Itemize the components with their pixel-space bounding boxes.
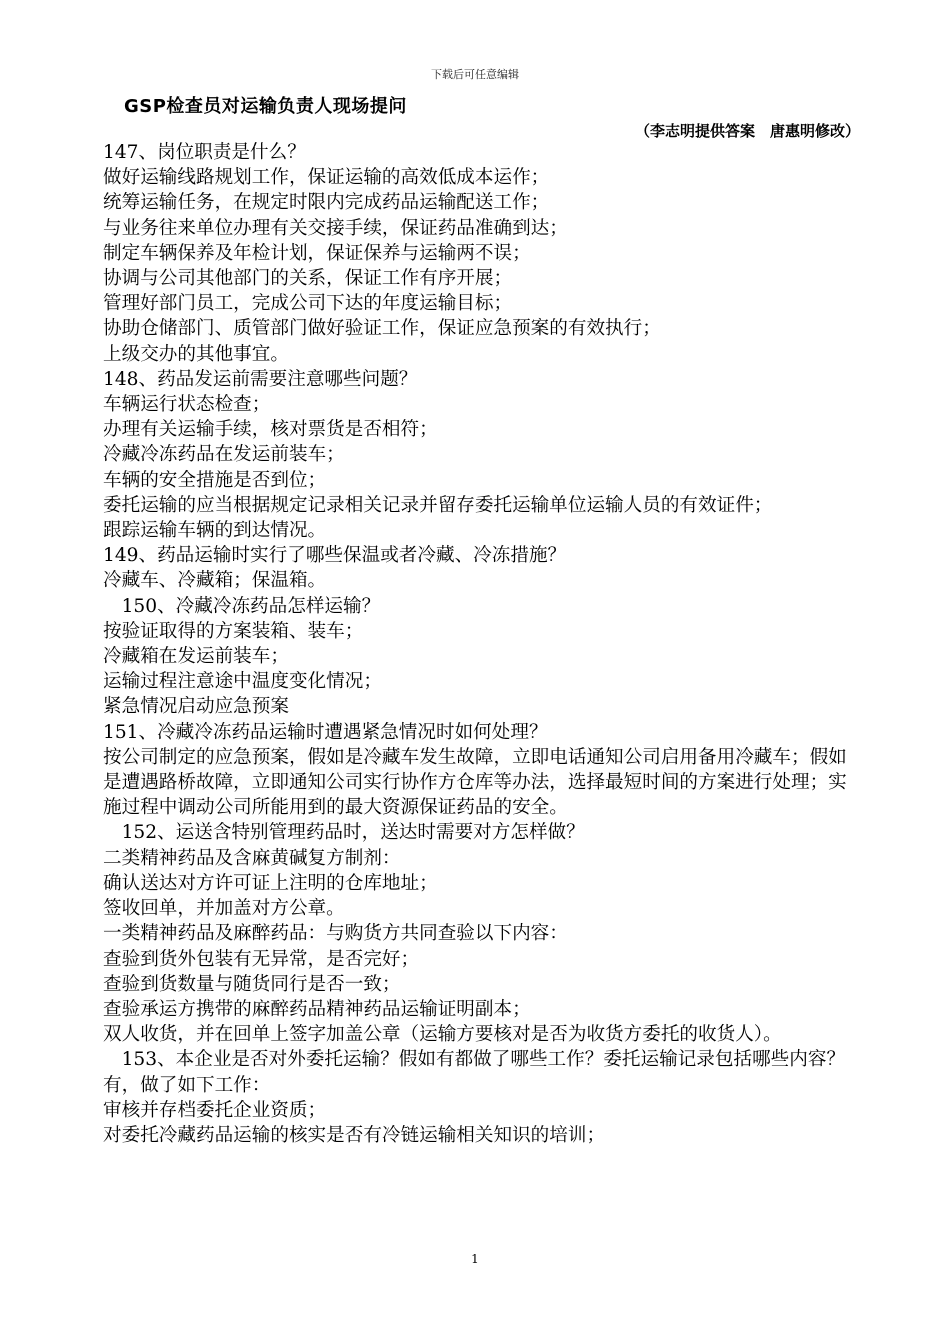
line: 查验到货数量与随货同行是否一致； (103, 973, 401, 995)
line: 查验到货外包装有无异常，是否完好； (103, 948, 420, 970)
line-q153: 153、本企业是否对外委托运输？假如有都做了哪些工作？委托运输记录包括哪些内容？ (103, 1049, 846, 1071)
line: 协调与公司其他部门的关系，保证工作有序开展； (103, 268, 513, 290)
line: 对委托冷藏药品运输的核实是否有冷链运输相关知识的培训； (103, 1124, 606, 1146)
line: 按验证取得的方案装箱、装车； (103, 620, 364, 642)
line: 二类精神药品及含麻黄碱复方制剂： (103, 847, 401, 869)
document-title: GSP检查员对运输负责人现场提问 (124, 96, 407, 117)
line: 办理有关运输手续，核对票货是否相符； (103, 419, 438, 441)
line: 双人收货，并在回单上签字加盖公章（运输方要核对是否为收货方委托的收货人）。 (103, 1024, 782, 1046)
line: 签收回单，并加盖对方公章。 (103, 898, 345, 920)
line: 委托运输的应当根据规定记录相关记录并留存委托运输单位运输人员的有效证件； (103, 494, 773, 516)
line: 冷藏箱在发运前装车； (103, 646, 289, 668)
line: 审核并存档委托企业资质； (103, 1099, 327, 1121)
page-number: 1 (471, 1252, 479, 1266)
line-q150: 150、冷藏冷冻药品怎样运输？ (103, 595, 381, 617)
line: 按公司制定的应急预案，假如是冷藏车发生故障，立即电话通知公司启用备用冷藏车；假如是遭遇路桥故障，立即通知公司实行协作方仓库等办法，选择最短时间的方案进行处理；实施过程中调动公司所能用到的最大资源保证药品的安全。 (103, 746, 847, 819)
line: 有，做了如下工作： (103, 1074, 271, 1096)
header-note: 下载后可任意编辑 (431, 68, 519, 81)
line: 管理好部门员工，完成公司下达的年度运输目标； (103, 293, 513, 315)
document-body (103, 140, 863, 1148)
line: 上级交办的其他事宜。 (103, 343, 289, 365)
line-q147: 147、岗位职责是什么？ (103, 142, 306, 163)
line: 冷藏车、冷藏箱；保温箱。 (103, 570, 327, 592)
line: 制定车辆保养及年检计划，保证保养与运输两不误； (103, 242, 531, 264)
line: 运输过程注意途中温度变化情况； (103, 671, 382, 693)
line: 查验承运方携带的麻醉药品精神药品运输证明副本； (103, 998, 531, 1020)
line: 跟踪运输车辆的到达情况。 (103, 520, 327, 542)
line: 统筹运输任务，在规定时限内完成药品运输配送工作； (103, 192, 550, 214)
line: 与业务往来单位办理有关交接手续，保证药品准确到达； (103, 217, 568, 239)
line: 确认送达对方许可证上注明的仓库地址； (103, 872, 438, 894)
line: 车辆的安全措施是否到位； (103, 469, 327, 491)
line: 一类精神药品及麻醉药品：与购货方共同查验以下内容： (103, 923, 568, 945)
line-q151: 151、冷藏冷冻药品运输时遭遇紧急情况时如何处理？ (103, 721, 548, 743)
line-q152: 152、运送含特别管理药品时，送达时需要对方怎样做？ (103, 822, 585, 844)
line: 协助仓储部门、质管部门做好验证工作，保证应急预案的有效执行； (103, 318, 661, 340)
line: 做好运输线路规划工作，保证运输的高效低成本运作； (103, 167, 550, 189)
author-note: （李志明提供答案 唐惠明修改） (634, 122, 860, 140)
line-q148: 148、药品发运前需要注意哪些问题？ (103, 368, 418, 390)
line: 车辆运行状态检查； (103, 394, 271, 416)
line: 紧急情况启动应急预案 (103, 696, 289, 718)
line: 冷藏冷冻药品在发运前装车； (103, 444, 345, 466)
line-q149: 149、药品运输时实行了哪些保温或者冷藏、冷冻措施？ (103, 545, 567, 567)
